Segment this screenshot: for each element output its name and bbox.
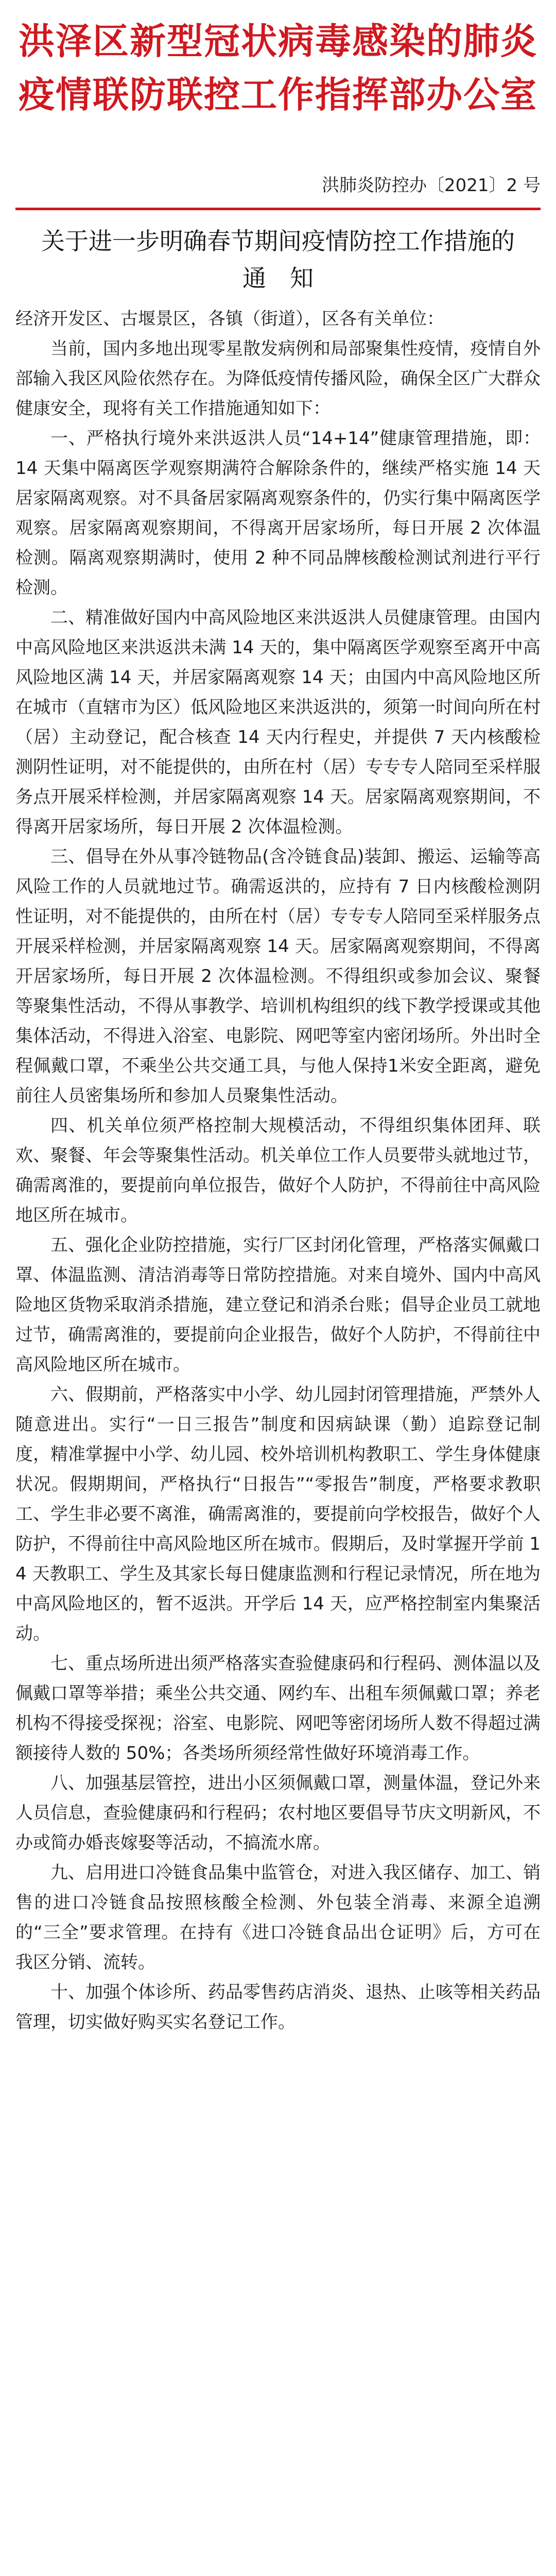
paragraph-intro: 当前，国内多地出现零星散发病例和局部聚集性疫情，疫情自外部输入我区风险依然存在。为降低疫情传播风险，确保全区广大群众健康安全，现将有关工作措施通知如下： [15, 338, 541, 419]
document-body [15, 304, 541, 2037]
issuing-org-header [0, 14, 556, 122]
addressee: 经济开发区、古堰景区，各镇（街道），区各有关单位： [15, 309, 444, 329]
document-number: 洪肺炎防控办〔2021〕2 号 [322, 175, 541, 196]
paragraph-item-3: 三、倡导在外从事冷链物品(含冷链食品)装卸、搬运、运输等高风险工作的人员就地过节。确需返洪的，应持有 7 日内核酸检测阴性证明，对不能提供的，由所在村（居）专专专人陪同至采样服务点开展采样检测，并居家隔离观察 14 天。居家隔离观察期间，不得离开居家场所，每日开展 2 次体温检测。不得组织或参加会议、聚餐等聚集性活动，不得从事教学、培训机构组织的线下教学授课或其他集体活动，不得进入浴室、电影院、网吧等室内密闭场所。外出时全程佩戴口罩，不乘坐公共交通工具，与他人保持1米安全距离，避免前往人员密集场所和参加人员聚集性活动。 [15, 846, 541, 1106]
red-divider-line [15, 208, 541, 210]
paragraph-item-4: 四、机关单位须严格控制大规模活动，不得组织集体团拜、联欢、聚餐、年会等聚集性活动。机关单位工作人员要带头就地过节，确需离淮的，要提前向单位报告，做好个人防护，不得前往中高风险地区所在城市。 [15, 1115, 541, 1226]
paragraph-item-8: 八、加强基层管控，进出小区须佩戴口罩，测量体温，登记外来人员信息，查验健康码和行程码；农村地区要倡导节庆文明新风，不办或简办婚丧嫁娶等活动，不搞流水席。 [15, 1773, 541, 1853]
document-title [15, 223, 541, 297]
paragraph-item-2: 二、精准做好国内中高风险地区来洪返洪人员健康管理。由国内中高风险地区来洪返洪未满 14 天的，集中隔离医学观察至离开中高风险地区满 14 天，并居家隔离观察 14 天；由国内中高风险地区所在城市（直辖市为区）低风险地区来洪返洪的，须第一时间向所在村（居）主动登记，配合核查 14 天内行程史，并提供 7 天内核酸检测阴性证明，对不能提供的，由所在村（居）专专专人陪同至采样服务点开展采样检测，并居家隔离观察 14 天。居家隔离观察期间，不得离开居家场所，每日开展 2 次体温检测。 [15, 607, 541, 837]
org-header-line-2: 疫情联防联控工作指挥部办公室 [19, 74, 537, 116]
paragraph-item-6: 六、假期前，严格落实中小学、幼儿园封闭管理措施，严禁外人随意进出。实行“一日三报告”制度和因病缺课（勤）追踪登记制度，精准掌握中小学、幼儿园、校外培训机构教职工、学生身体健康状况。假期期间，严格执行“日报告”“零报告”制度，严格要求教职工、学生非必要不离淮，确需离淮的，要提前向学校报告，做好个人防护，不得前往中高风险地区所在城市。假期后，及时掌握开学前 14 天教职工、学生及其家长每日健康监测和行程记录情况，所在地为中高风险地区的，暂不返洪。开学后 14 天，应严格控制室内集聚活动。 [15, 1384, 541, 1644]
paragraph-item-5: 五、强化企业防控措施，实行厂区封闭化管理，严格落实佩戴口罩、体温监测、清洁消毒等日常防控措施。对来自境外、国内中高风险地区货物采取消杀措施，建立登记和消杀台账；倡导企业员工就地过节，确需离淮的，要提前向企业报告，做好个人防护，不得前往中高风险地区所在城市。 [15, 1235, 541, 1375]
org-header-line-1: 洪泽区新型冠状病毒感染的肺炎 [19, 20, 537, 62]
document-title-line-1: 关于进一步明确春节期间疫情防控工作措施的 [41, 227, 515, 255]
paragraph-item-10: 十、加强个体诊所、药品零售药店消炎、退热、止咳等相关药品管理，切实做好购买实名登记工作。 [15, 1982, 541, 2032]
document-title-line-2: 通 知 [242, 264, 314, 292]
paragraph-item-9: 九、启用进口冷链食品集中监管仓，对进入我区储存、加工、销售的进口冷链食品按照核酸全检测、外包装全消毒、来源全追溯的“三全”要求管理。在持有《进口冷链食品出仓证明》后，方可在我区分销、流转。 [15, 1862, 541, 1973]
paragraph-item-1: 一、严格执行境外来洪返洪人员“14+14”健康管理措施，即：14 天集中隔离医学观察期满符合解除条件的，继续严格实施 14 天居家隔离观察。对不具备居家隔离观察条件的，仍实行集中隔离医学观察。居家隔离观察期间，不得离开居家场所，每日开展 2 次体温检测。隔离观察期满时，使用 2 种不同品牌核酸检测试剂进行平行检测。 [15, 428, 541, 598]
paragraph-item-7: 七、重点场所进出须严格落实查验健康码和行程码、测体温以及佩戴口罩等举措；乘坐公共交通、网约车、出租车须佩戴口罩；养老机构不得接受探视；浴室、电影院、网吧等密闭场所人数不得超过满额接待人数的 50%；各类场所须经常性做好环境消毒工作。 [15, 1653, 541, 1764]
